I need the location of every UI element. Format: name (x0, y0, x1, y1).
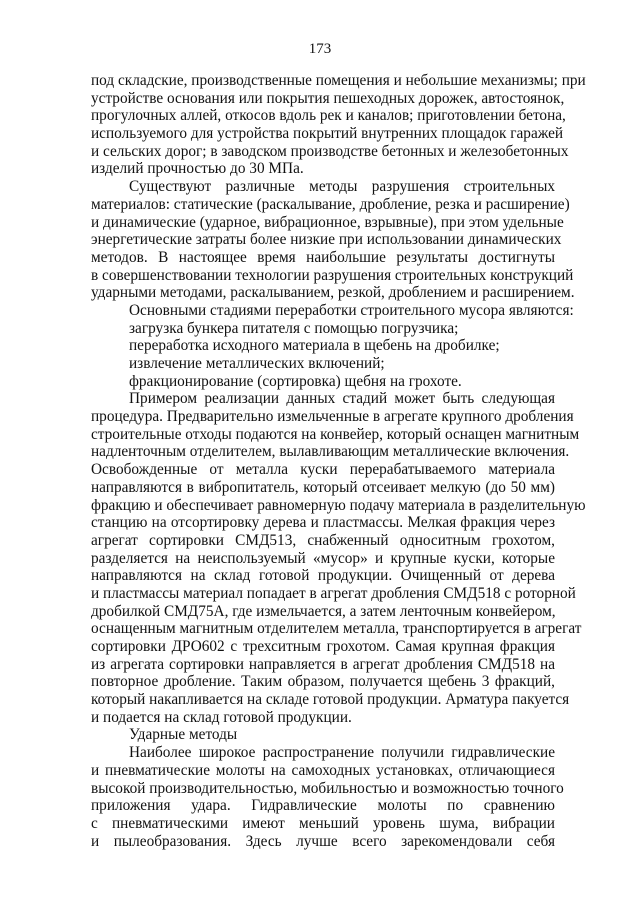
text-line: строительные отходы подаются на конвейер, который оснащен магнитным (91, 425, 580, 443)
text-line: Основными стадиями переработки строительного мусора являются: (129, 301, 574, 319)
text-line: с пневматическими имеют меньший уровень шума, вибрации (91, 814, 555, 832)
text-line: приложения удара. Гидравлические молоты по сравнению (91, 797, 555, 815)
text-line: загрузка бункера питателя с помощью погрузчика; (129, 319, 459, 337)
text-line: сортировки ДРО602 с трехситным грохотом. Самая крупная фракция (91, 638, 555, 655)
text-line: повторное дробление. Таким образом, получается щебень 3 фракций, (91, 673, 555, 691)
text-line: Примером реализации данных стадий может быть следующая (129, 390, 555, 408)
text-line: и динамические (ударное, вибрационное, взрывные), при этом удельные (91, 213, 564, 231)
text-line: используемого для устройства покрытий внутренних площадок гаражей (91, 125, 564, 143)
text-line: ударными методами, раскалыванием, резкой, дроблением и расширением. (91, 284, 575, 302)
text-line: оснащенным магнитным отделителем металла, транспортируется в агрегат (91, 620, 582, 638)
text-line: Освобожденные от металла куски перерабатываемого материала (91, 461, 555, 479)
text-line: станцию на отсортировку дерева и пластмассы. Мелкая фракция через (91, 514, 555, 532)
page-number: 173 (308, 41, 332, 57)
text-line: высокой производительностью, мобильностью и возможностью точного (91, 779, 564, 797)
text-line: и пневматические молоты на самоходных установках, отличающиеся (91, 761, 555, 779)
text-line: переработка исходного материала в щебень на дробилке; (129, 337, 500, 355)
text-line: в совершенствовании технологии разрушения строительных конструкций (91, 266, 574, 284)
body-text (91, 72, 586, 850)
text-line: методов. В настоящее время наибольшие результаты достигнуты (91, 248, 555, 266)
text-line: направляются в вибропитатель, который отсеивает мелкую (до 50 мм) (91, 478, 555, 496)
text-line: под складские, производственные помещения и небольшие механизмы; при (91, 72, 586, 89)
text-line: фракционирование (сортировка) щебня на грохоте. (129, 372, 462, 390)
text-line: который накапливается на складе готовой продукции. Арматура пакуется (91, 691, 570, 709)
text-line: извлечение металлических включений; (129, 355, 385, 372)
text-line: и пластмассы материал попадает в агрегат дробления СМД518 с роторной (91, 584, 576, 602)
text-line: агрегат сортировки СМД513, снабженный односитным грохотом, (91, 531, 555, 549)
text-line: дробилкой СМД75А, где измельчается, а затем ленточным конвейером, (91, 602, 556, 620)
text-line: изделий прочностью до 30 МПа. (91, 160, 304, 178)
text-line: Ударные методы (129, 726, 238, 744)
text-line: направляются на склад готовой продукции. Очищенный от дерева (91, 567, 555, 585)
text-line: фракцию и обеспечивает равномерную подачу материала в разделительную (91, 496, 586, 514)
text-line: Наиболее широкое распространение получили гидравлические (129, 744, 555, 762)
text-line: и сельских дорог; в заводском производстве бетонных и железобетонных (91, 142, 569, 160)
text-line: прогулочных аллей, откосов вдоль рек и каналов; приготовлении бетона, (91, 107, 566, 125)
text-line: материалов: статические (раскалывание, дробление, резка и расширение) (91, 195, 570, 213)
text-line: разделяется на неиспользуемый «мусор» и крупные куски, которые (91, 549, 555, 567)
text-line: надленточным отделителем, вылавливающим металлические включения. (91, 443, 570, 461)
text-line: процедура. Предварительно измельченные в агрегате крупного дробления (91, 408, 574, 426)
text-line: Существуют различные методы разрушения строительных (129, 178, 555, 196)
text-line: устройстве основания или покрытия пешеходных дорожек, автостоянок, (91, 89, 565, 107)
text-line: из агрегата сортировки направляется в агрегат дробления СМД518 на (91, 655, 555, 673)
text-line: и подается на склад готовой продукции. (91, 708, 352, 726)
text-line: и пылеобразования. Здесь лучше всего зарекомендовали себя (91, 832, 555, 850)
text-line: энергетические затраты более низкие при использовании динамических (91, 231, 562, 249)
